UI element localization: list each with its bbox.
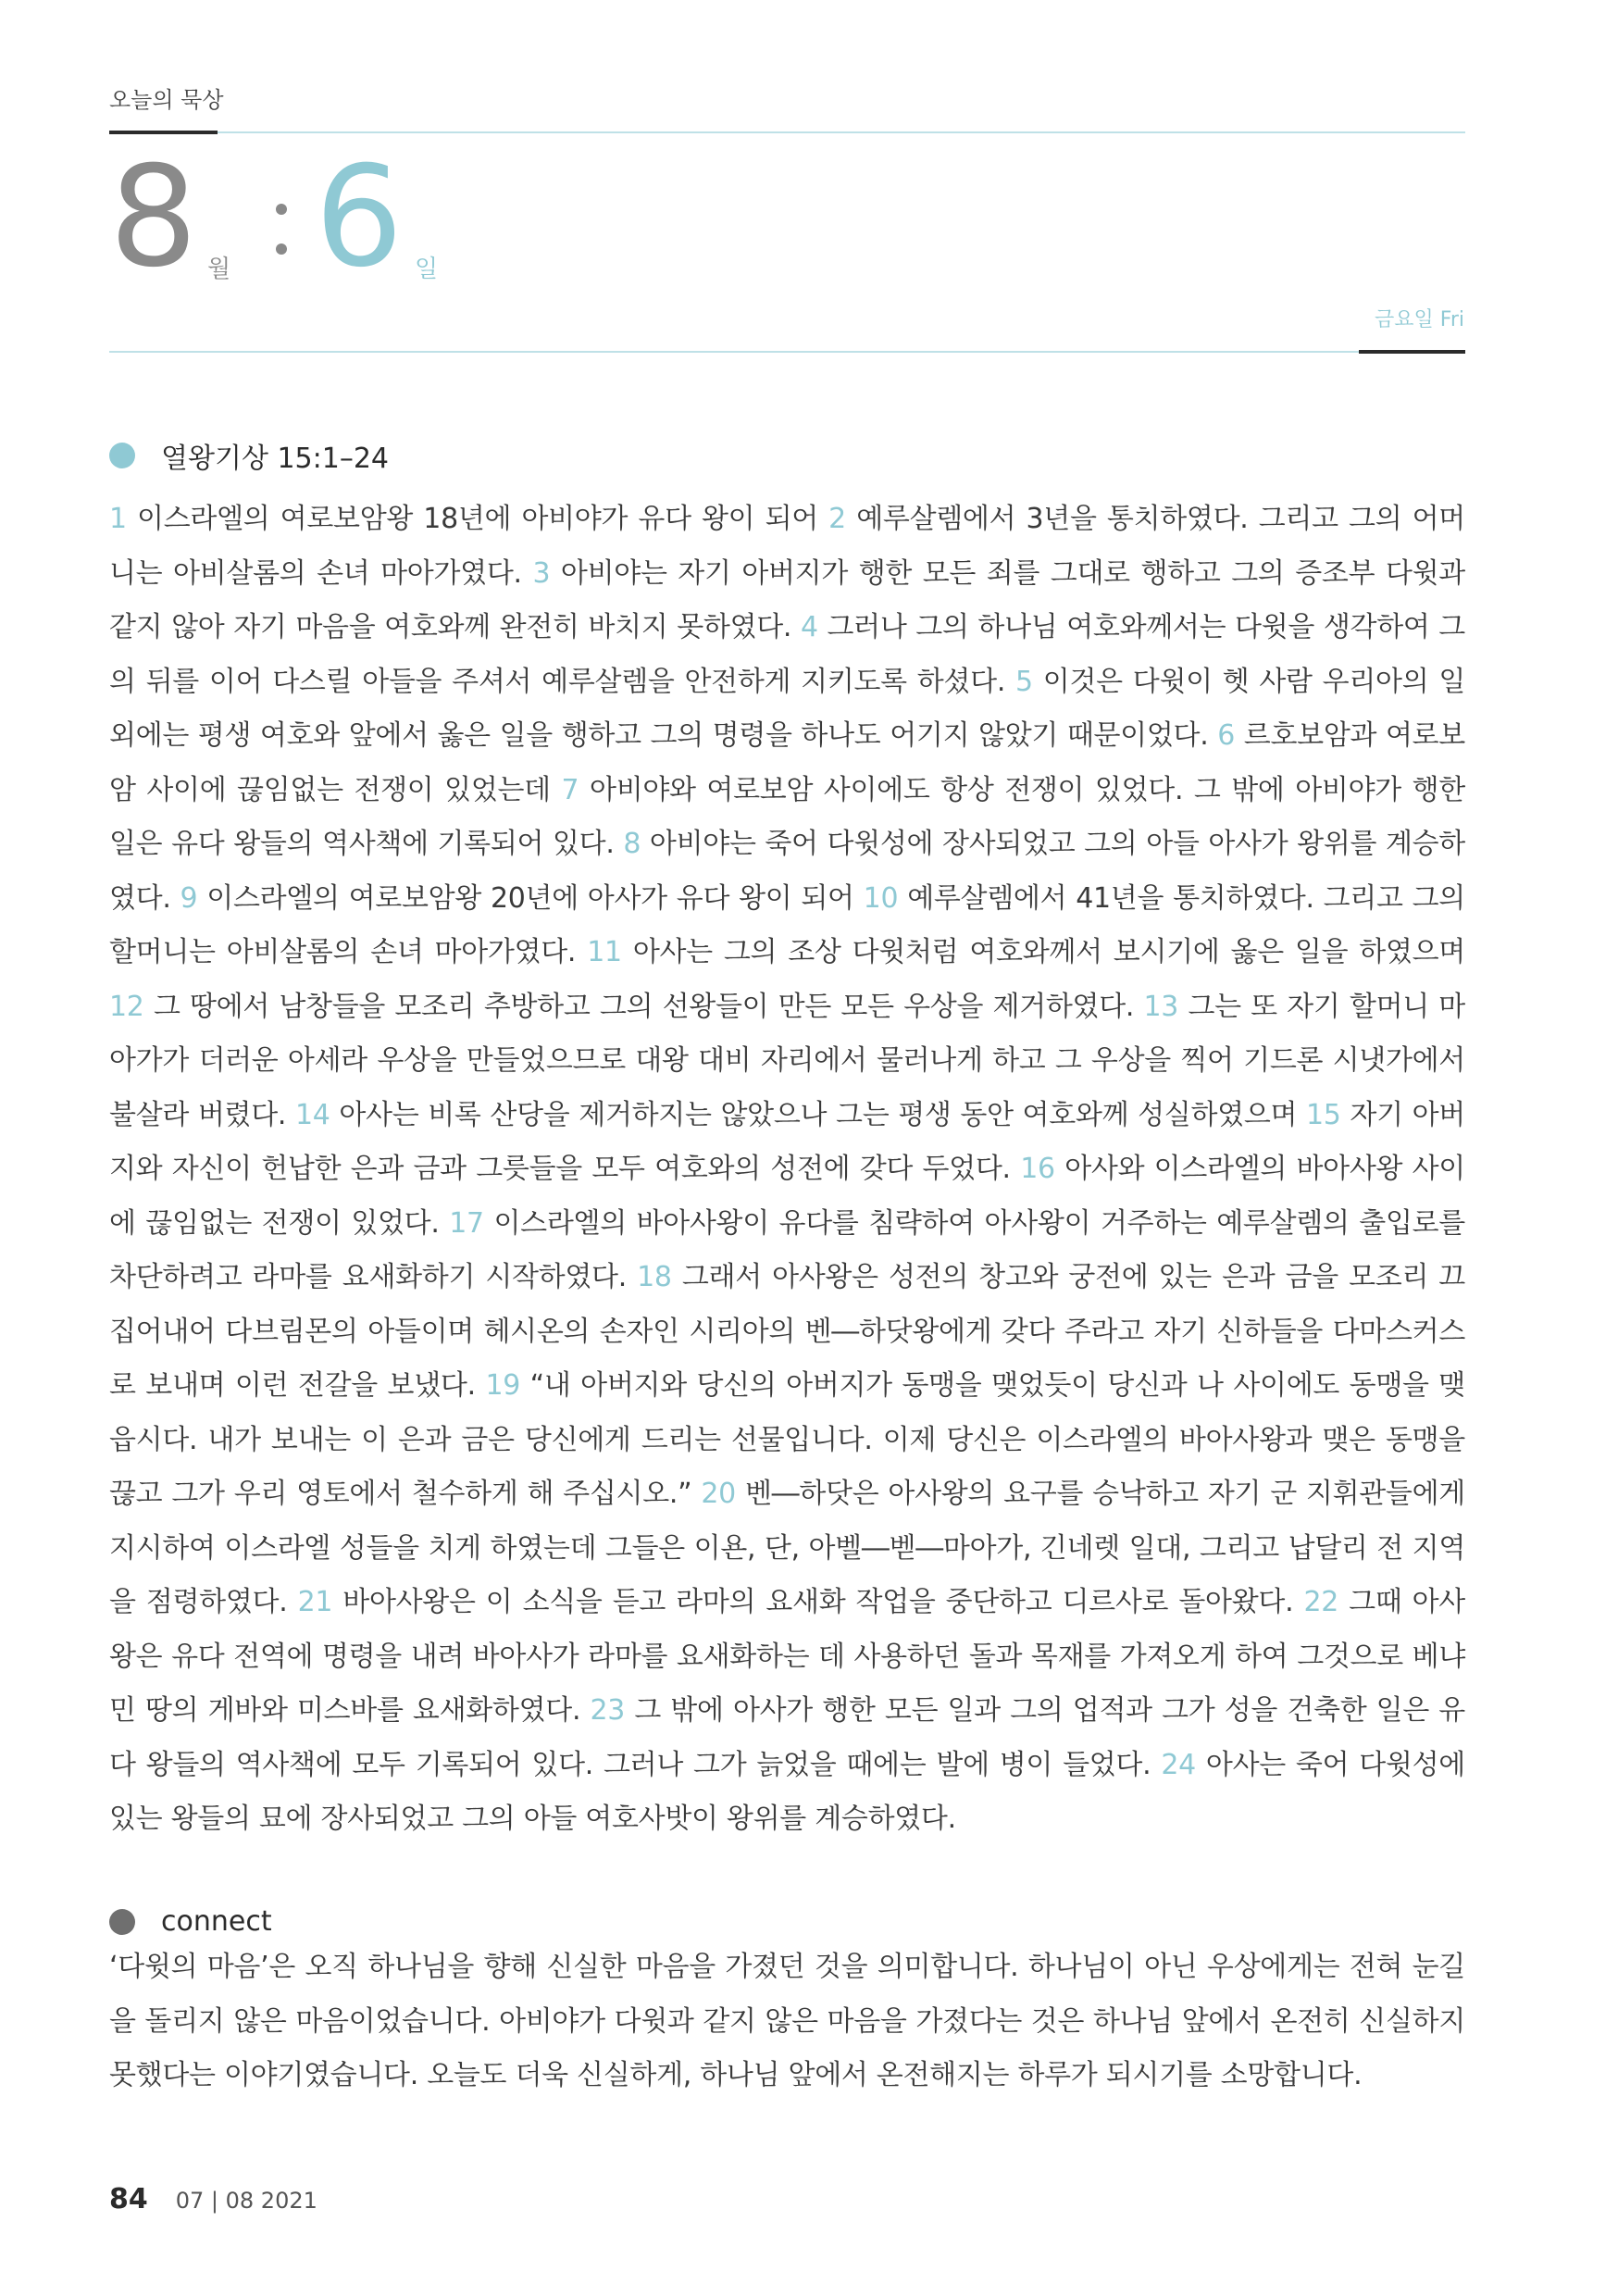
verse-number: 24 (1161, 1748, 1196, 1781)
verse-text: 아비야는 죽어 다윗성에 장사되었고 그의 아들 아사가 왕위를 계승하였다. (109, 828, 1465, 915)
verse-text: 아사와 이스라엘의 바아사왕 사이에 끊임없는 전쟁이 있었다. (109, 1153, 1465, 1240)
verse-number: 21 (297, 1586, 333, 1618)
verse-text: 그는 또 자기 할머니 마아가가 더러운 아세라 우상을 만들었으므로 대왕 대비 자리에서 물러나게 하고 그 우상을 찍어 기드론 시냇가에서 불살라 버렸다. (109, 990, 1465, 1131)
connect-heading (109, 1905, 272, 1938)
connect-title: connect (161, 1905, 272, 1938)
bullet-dot-icon (109, 443, 135, 468)
verse-text: 이것은 다윗이 헷 사람 우리아의 일 외에는 평생 여호와 앞에서 옳은 일을 행하고 그의 명령을 하나도 어기지 않았기 때문이었다. (109, 665, 1466, 752)
verse-text: 아사는 비록 산당을 제거하지는 않았으나 그는 평생 동안 여호와께 성실하였으며 (339, 1098, 1298, 1131)
verse-number: 14 (294, 1098, 330, 1131)
footer (109, 2183, 317, 2215)
month-number: 8 (109, 137, 198, 298)
verse-text: 그러나 그의 하나님 여호와께서는 다윗을 생각하여 그의 뒤를 이어 다스릴 아들을 주셔서 예루살렘을 안전하게 지키도록 하셨다. (109, 611, 1465, 698)
colon-dot-top (276, 204, 287, 215)
verse-text: 이스라엘의 여로보암왕 20년에 아사가 유다 왕이 되어 (206, 881, 854, 915)
day-number: 6 (315, 137, 404, 298)
verse-number: 23 (590, 1694, 626, 1727)
verse-number: 15 (1306, 1098, 1341, 1131)
verse-text: 아비야와 여로보암 사이에도 항상 전쟁이 있었다. 그 밖에 아비야가 행한 일은 유다 왕들의 역사책에 기록되어 있다. (109, 773, 1465, 860)
verse-number: 22 (1303, 1586, 1339, 1618)
verse-number: 17 (449, 1206, 484, 1240)
weekday-label: 금요일 Fri (1375, 308, 1464, 331)
verse-number: 1 (109, 503, 127, 535)
header-rule-dark (109, 131, 218, 134)
verse-text: 그래서 아사왕은 성전의 창고와 궁전에 있는 은과 금을 모조리 끄집어내어 다브림몬의 아들이며 헤시온의 손자인 시리아의 벤―하닷왕에게 갖다 주라고 자기 신하들을 다마스커스로 보내며 이런 전갈을 보냈다. (109, 1261, 1465, 1402)
verse-text: 자기 아버지와 자신이 헌납한 은과 금과 그릇들을 모두 여호와의 성전에 갖다 두었다. (109, 1098, 1465, 1185)
verse-number: 6 (1217, 719, 1236, 752)
verse-number: 18 (637, 1261, 672, 1293)
verse-text: 르호보암과 여로보암 사이에 끊임없는 전쟁이 있었는데 (109, 719, 1465, 806)
date-rule-dark (1359, 350, 1465, 354)
verse-number: 3 (532, 556, 551, 590)
page-number: 84 (109, 2183, 148, 2215)
header-rule-light (218, 131, 1465, 133)
verse-text: 바아사왕은 이 소식을 듣고 라마의 요새화 작업을 중단하고 디르사로 돌아왔다. (342, 1586, 1294, 1618)
verse-number: 9 (180, 881, 198, 915)
scripture-heading (109, 435, 389, 476)
verse-number: 2 (828, 503, 846, 535)
verse-number: 4 (800, 611, 818, 643)
verse-number: 13 (1143, 990, 1179, 1023)
bullet-dot-icon (109, 1909, 135, 1935)
verse-text: 그 땅에서 남창들을 모조리 추방하고 그의 선왕들이 만든 모든 우상을 제거하였다. (153, 990, 1135, 1023)
scripture-reference: 열왕기상 15:1–24 (161, 443, 389, 475)
verse-number: 10 (863, 881, 899, 915)
verse-text: 아사는 그의 조상 다윗처럼 여호와께서 보시기에 옳은 일을 하였으며 (632, 936, 1465, 968)
verse-text: 예루살렘에서 3년을 통치하였다. 그리고 그의 어머니는 아비살롬의 손녀 마아가였다. (109, 503, 1465, 590)
verse-text: 이스라엘의 여로보암왕 18년에 아비야가 유다 왕이 되어 (137, 503, 818, 535)
day-unit: 일 (415, 256, 439, 283)
verse-number: 20 (701, 1478, 736, 1510)
verse-text: 이스라엘의 바아사왕이 유다를 침략하여 아사왕이 거주하는 예루살렘의 출입로를 차단하려고 라마를 요새화하기 시작하였다. (109, 1206, 1465, 1293)
section-label: 오늘의 묵상 (109, 87, 224, 113)
verse-number: 5 (1015, 665, 1033, 698)
verse-text: 아사는 죽어 다윗성에 있는 왕들의 묘에 장사되었고 그의 아들 여호사밧이 왕위를 계승하였다. (109, 1748, 1465, 1835)
scripture-text (109, 493, 1465, 1847)
issue-date: 07 | 08 2021 (175, 2188, 317, 2214)
verse-text: “내 아버지와 당신의 아버지가 동맹을 맺었듯이 당신과 나 사이에도 동맹을 맺읍시다. 내가 보내는 이 은과 금은 당신에게 드리는 선물입니다. 이제 당신은 이스라엘의 바아사왕과 맺은 동맹을 끊고 그가 우리 영토에서 철수하게 해 주십시오.” (109, 1369, 1465, 1510)
verse-text: 아비야는 자기 아버지가 행한 모든 죄를 그대로 행하고 그의 증조부 다윗과 같지 않아 자기 마음을 여호와께 완전히 바치지 못하였다. (109, 556, 1465, 643)
date-rule-light (109, 351, 1359, 353)
verse-text: 예루살렘에서 41년을 통치하였다. 그리고 그의 할머니는 아비살롬의 손녀 마아가였다. (109, 881, 1465, 968)
month-unit: 월 (207, 256, 231, 283)
verse-text: 그 밖에 아사가 행한 모든 일과 그의 업적과 그가 성을 건축한 일은 유다 왕들의 역사책에 모두 기록되어 있다. 그러나 그가 늙었을 때에는 발에 병이 들었다. (109, 1694, 1465, 1781)
verse-number: 19 (485, 1369, 521, 1402)
verse-number: 11 (587, 936, 622, 968)
verse-number: 16 (1020, 1153, 1055, 1185)
connect-text: ‘다윗의 마음’은 오직 하나님을 향해 신실한 마음을 가졌던 것을 의미합니다. 하나님이 아닌 우상에게는 전혀 눈길을 돌리지 않은 마음이었습니다. 아비야가 다윗과 같지 않은 마음을 가졌다는 것은 하나님 앞에서 온전히 신실하지 못했다는 이야기였습니다. 오늘도 더욱 신실하게, 하나님 앞에서 온전해지는 하루가 되시기를 소망합니다. (109, 1951, 1465, 2091)
verse-number: 12 (109, 990, 144, 1023)
verse-text: 그때 아사왕은 유다 전역에 명령을 내려 바아사가 라마를 요새화하는 데 사용하던 돌과 목재를 가져오게 하여 그것으로 베냐민 땅의 게바와 미스바를 요새화하였다. (109, 1586, 1465, 1727)
colon-dot-bottom (276, 243, 287, 255)
verse-number: 7 (561, 773, 579, 806)
verse-number: 8 (623, 828, 641, 860)
verse-text: 벤―하닷은 아사왕의 요구를 승낙하고 자기 군 지휘관들에게 지시하여 이스라엘 성들을 치게 하였는데 그들은 이욘, 단, 아벨―벧―마아가, 긴네렛 일대, 그리고 납달리 전 지역을 점령하였다. (109, 1478, 1465, 1618)
